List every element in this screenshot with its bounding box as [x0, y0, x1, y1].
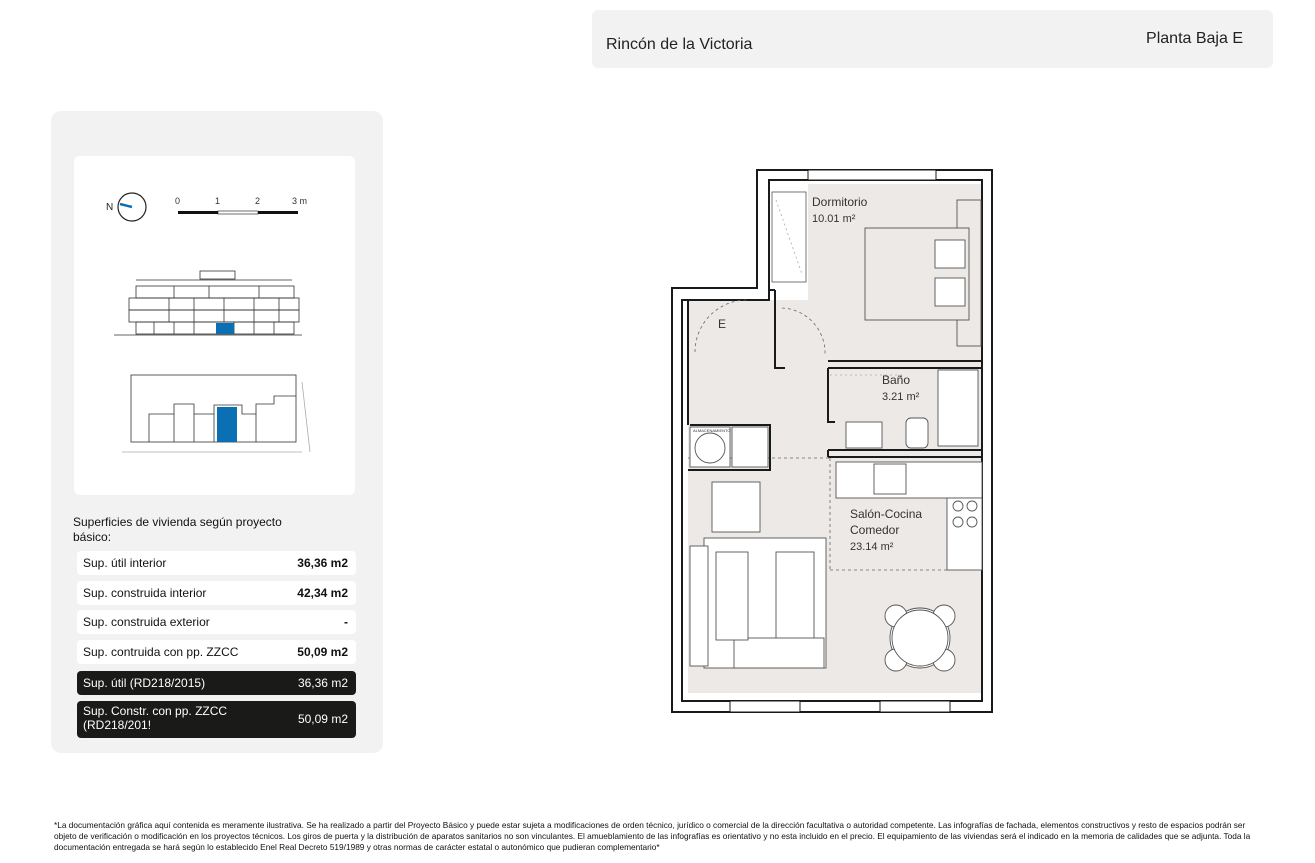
surface-row-highlight: Sup. Constr. con pp. ZZCC (RD218/201! 50,09 m2	[77, 701, 356, 738]
facade-unit-highlight	[216, 323, 234, 334]
header-bar	[592, 10, 1273, 68]
svg-text:2: 2	[255, 196, 261, 206]
appliance-label: ALMACENAMIENTO	[693, 428, 731, 433]
project-name: Rincón de la Victoria	[606, 36, 753, 53]
north-compass-icon	[106, 193, 146, 221]
svg-text:3 m: 3 m	[292, 196, 308, 206]
room-area-bano: 3.21 m²	[882, 391, 920, 403]
washing-machine	[690, 427, 768, 467]
facade-elevation	[114, 271, 302, 335]
svg-text:1: 1	[215, 196, 221, 206]
keyplan-graphics	[74, 156, 355, 495]
floor-plan	[660, 160, 1005, 720]
room-area-dormitorio: 10.01 m²	[812, 213, 856, 225]
room-label-dormitorio: Dormitorio	[812, 195, 868, 209]
room-label-salon: Salón-Cocina	[850, 507, 923, 521]
surface-row: Sup. construida interior 42,34 m2	[77, 581, 356, 605]
entry-label: E	[718, 317, 727, 331]
room-area-salon: 23.14 m²	[850, 541, 894, 553]
info-panel	[51, 111, 383, 753]
wardrobe	[772, 192, 806, 282]
room-label-bano: Baño	[882, 373, 911, 387]
room-label-comedor: Comedor	[850, 523, 900, 537]
floor-unit-highlight	[217, 407, 237, 442]
surface-row: Sup. construida exterior -	[77, 610, 356, 634]
unit-name: Planta Baja E	[1146, 30, 1243, 47]
surface-row: Sup. útil interior 36,36 m2	[77, 551, 356, 575]
legal-disclaimer: *La documentación gráfica aquí contenida es meramente ilustrativa. Se ha realizado a partir del Proyecto Básico y puede estar sujeta a modificaciones de orden técnico, jurídico o comercial de la dirección facultativa o autoridad competente. Las infografías de fachada, elementos constructivos y resto de espacios podrán ser objeto de verificación o modificación en los proyectos técnicos. Los giros de puerta y la distribución de aparatos sanitarios no son vinculantes. El amueblamiento de las infografías es orientativo y no esta incluido en el precio. El equipamiento de las viviendas será el indicado en la memoria de calidades que se adjunta. Toda la documentación entregada se hará según lo establecido Enel Real Decreto 519/1989 y otras normas de carácter estatal o autonómico que pudieran complementario*	[54, 820, 1251, 852]
scale-bar	[175, 196, 307, 214]
keyplan-card	[74, 156, 355, 495]
surface-row: Sup. contruida con pp. ZZCC 50,09 m2	[77, 640, 356, 664]
surface-row-highlight: Sup. útil (RD218/2015) 36,36 m2	[77, 671, 356, 695]
surfaces-title: Superficies de vivienda según proyecto básico:	[73, 515, 282, 544]
floor-keyplan	[122, 375, 310, 452]
north-label: N	[106, 202, 114, 213]
svg-text:0: 0	[175, 196, 181, 206]
